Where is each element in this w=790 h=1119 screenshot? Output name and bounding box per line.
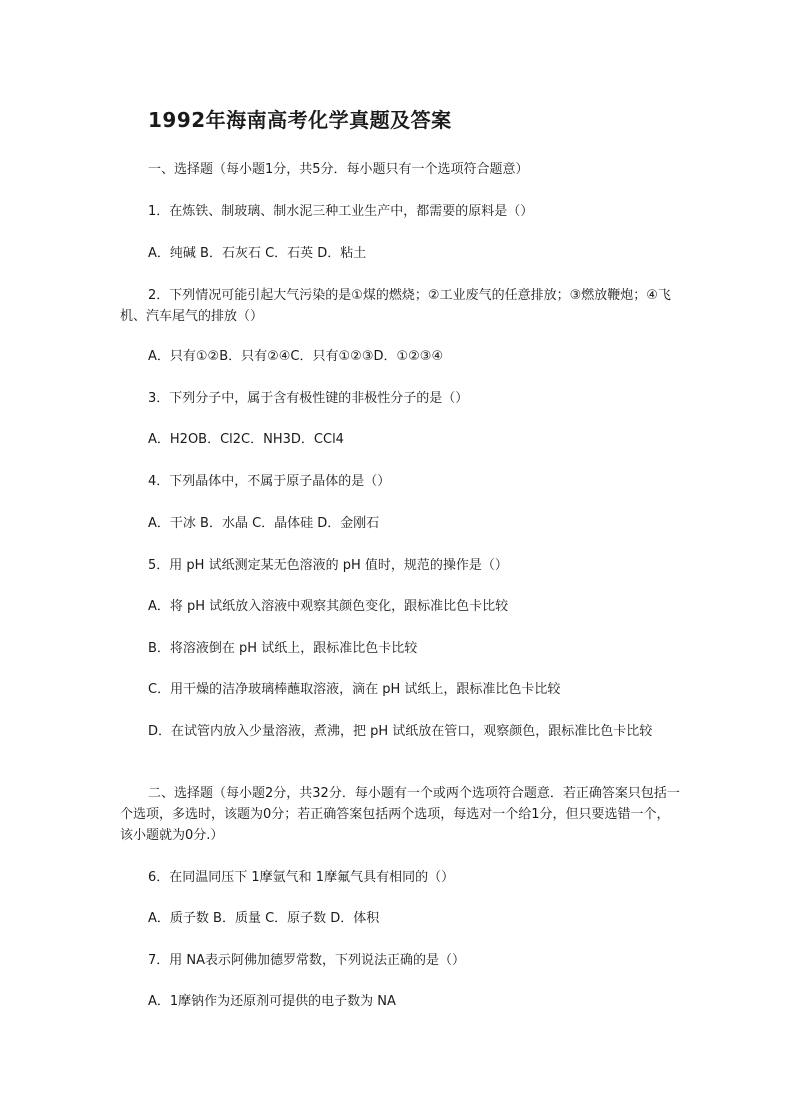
question-4: 4．下列晶体中，不属于原子晶体的是（） [148,474,391,489]
section-two-heading: 二、选择题（每小题2分，共32分．每小题有一个或两个选项符合题意．若正确答案只包括一个选项，多选时，该题为0分；若正确答案包括两个选项，每选对一个给1分，但只要选错一个，该小题就为0分.） [120,786,680,843]
question-3-options: A．H2OB．Cl2C．NH3D．CCl4 [148,432,344,447]
question-1: 1．在炼铁、制玻璃、制水泥三种工业生产中，都需要的原料是（） [148,204,534,219]
question-7-option-a: A．1摩钠作为还原剂可提供的电子数为 NA [148,994,396,1009]
question-5-option-d: D．在试管内放入少量溶液，煮沸，把 pH 试纸放在管口，观察颜色，跟标准比色卡比较 [148,724,653,739]
document-title: 1992年海南高考化学真题及答案 [148,108,452,132]
question-5-option-a: A．将 pH 试纸放入溶液中观察其颜色变化，跟标准比色卡比较 [148,599,509,614]
question-5-option-b: B．将溶液倒在 pH 试纸上，跟标准比色卡比较 [148,641,418,656]
question-2: 2．下列情况可能引起大气污染的是①煤的燃烧；②工业废气的任意排放；③燃放鞭炮；④飞机、汽车尾气的排放（） [120,288,671,324]
question-5: 5．用 pH 试纸测定某无色溶液的 pH 值时，规范的操作是（） [148,558,508,573]
question-6-options: A．质子数 B．质量 C．原子数 D．体积 [148,911,380,926]
question-6: 6．在同温同压下 1摩氩气和 1摩氟气具有相同的（） [148,870,455,885]
section-one-heading: 一、选择题（每小题1分，共5分．每小题只有一个选项符合题意） [148,162,529,177]
question-1-options: A．纯碱 B．石灰石 C．石英 D．粘土 [148,246,367,261]
question-5-option-c: C．用干燥的洁净玻璃棒蘸取溶液，滴在 pH 试纸上，跟标准比色卡比较 [148,682,561,697]
question-3: 3．下列分子中，属于含有极性键的非极性分子的是（） [148,391,469,406]
question-2-options: A．只有①②B．只有②④C．只有①②③D．①②③④ [148,349,444,364]
question-4-options: A．干冰 B．水晶 C．晶体硅 D．金刚石 [148,516,380,531]
question-7: 7．用 NA表示阿佛加德罗常数，下列说法正确的是（） [148,953,466,968]
